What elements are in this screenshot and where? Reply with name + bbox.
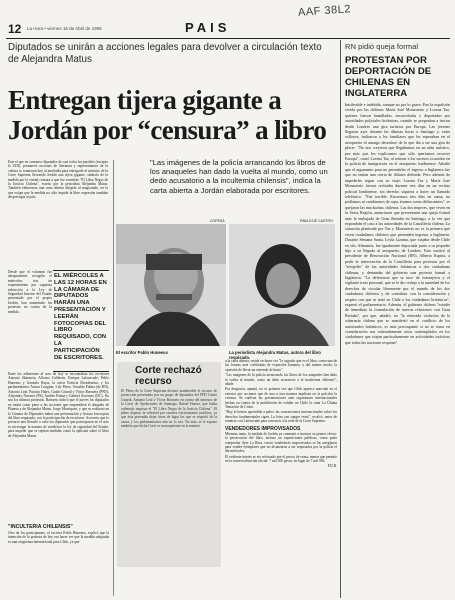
photo-huneeus	[116, 224, 226, 346]
mid-para-5: Mientras tanto, la medida de Jordán ya comenzó a mostrar su primer efecto: la persecución del libro, incluso en reparticiones públicas, como pudo comprobar Ayer La Hora, varios vendedores improvisados se las arreglaron para vender ejemplares que no alcanzaron a ser requisados por la policía el día miércoles.	[225, 431, 337, 454]
photo-left-caption: El escritor Pablo Huneeus	[116, 350, 168, 355]
portrait-graphic-2	[229, 224, 335, 346]
photo-left-credit: COPESA	[210, 219, 225, 223]
body-text-1: Este el que en consenso diputados de casi todos los partidos (excepto la UDI), promueve acciones de literatura y representantes de la cultura se reunieron hoy al mediodía para entregarle al ministro de la Corte Suprema Servando Jordán una tijera gigante, símbolo de la medida por la virtual censura a que fue sometido "El Libro Negro de la Justicia Chilena", escrito por la periodista Alejandra Matus. También elaboraron una carta abierta dirigida al magistrado, en la que exijan que la medida no sólo impide la libre expresión también desprestigia al país.	[8, 160, 108, 200]
corte-title: Corte rechazó recurso	[135, 365, 202, 387]
body-column-3	[225, 359, 337, 599]
photo-right-caption: La periodista Alejandra Matus, autora del libro requisado.	[229, 350, 321, 360]
mid-para-6: El evidente interés se vio reforzado por el precio de venta, menor que permite en la comercialización oficial: 7 mil 500 pesos, en lugar de 7 mil 900.	[225, 454, 337, 464]
signoff: F.D.R.	[327, 463, 337, 468]
right-title: PROTESTAN POR DEPORTACIÓN DE CHILENAS EN INGLATERRA	[345, 55, 432, 99]
body-column-1d	[8, 531, 109, 597]
header-rule	[6, 38, 450, 39]
body-text-4: Otro de los participantes, el escritor Pablo Huneeus, explicó que la intención de la protesta de hoy era hacer ver que la medida adoptada es una vergüenza internacional para Chile, ya que	[8, 531, 109, 544]
photo-right-credit: PABLO DE CASTRO	[300, 219, 333, 223]
mid-para-1: a la carta abierta, reside en hacer ver "lo sagrado que es el libro, como una de las formas más civilizadas de expresión humana, y del mismo modo, la opresión de llevar un estrendo de hurto".	[225, 359, 337, 372]
kicker: Diputados se unirán a acciones legales para devolver a circulación texto de Alejandra Matus	[8, 42, 322, 65]
headline	[8, 85, 328, 145]
body-column-1	[8, 160, 108, 268]
body-column-1b	[8, 270, 52, 370]
paper-date: La Hora • viernes 16 de Abril de 1999	[27, 26, 102, 31]
body-text-3: Entre los adherentes al acto de hoy se encontraban los escritores Antonio Skármeta, Alfonso Calderón, Enrique Lafourcade, Pablo Huneeus y Gonzalo Rojas, la actriz Patricia Rivadeneira, y los parlamentarios Arturo Longton, Lily Pérez, Osvaldo Palma (de RN), Antonio Leal, Patricio Hales, Guido Girardi y Víctor Barrueto (PPD), Alejandro Navarro (PS), Andrés Palma y Gabriel Ascencio (DC). No son los últimos protestas. Barrueto indicó que el jueves los diputados en unión como parte a las acciones que emprenderá el abogado de Planeta y de Alejandra Matus, Jorge Mosríquez, y que se realizará en la Cámara de Diputados habrá una presentación y lectura fotocopias del libro requisado, con la participación de escritores. Ascencio que lo privarse una llevarlo a cabo los diputados que participaron en el acto es investigar la manera de modificar la ley de seguridad del Estado, para impedir que se repitan medidas como la aplicada sobre el libro de Alejandra Matus.	[8, 372, 109, 438]
body-text-2: Desde que el volumen fue abruptamente recogido el miércoles, tras un requerimiento por supuesta infracción a la Ley de Seguridad Interior del Estado presentado por el propio Jordán, han aumentado las protestas en contra de la medida.	[8, 270, 52, 314]
corte-box	[117, 362, 221, 567]
corte-text: El Pleno de la Corte Suprema declaró inadmisible el recurso de protección presentado por un grupo de diputados del PPD Guido Girardi, Antonio Leal y Víctor Barrueto en contra del ministro de la Corte de Apelaciones de Santiago, Rafael Huerta, que había ordenado requisar el "El Libro Negro de la Justicia Chilena". El pleno dispuso la solicitud por razones estrictamente jurídicas, ya que ésta pretendía dejar fuera de lugar las que se requirió de la causa, y los parlamentarios aún no lo son. No más, se le expuso también que dicha Corte es incompetente en la materia.	[121, 389, 217, 429]
headline-line-2: Jordán por “censura” a libro	[8, 115, 327, 145]
right-body-text: Intolerable e indebida, aunque no por lo grave. Fue la expulsión vivida por las chilenas María José Monasterio y Lorena Taz, quienes fueron humilladas, encarceladas y deportadas por autoridades policiales británicas, cuando se proponían a iniciar desde Londres una gira turística por Europa. Las jóvenes llegaron ayer durante las últimas horas a Santiago y, entre sollozos, indicaron a los familiares que les esperaban en el aeropuerto el amargo desenlace de lo que iba a ser una gira de placer. "No nos creyeron que llegábamos en un afán turístico, por más que les explicamos que sólo queríamos recorrer Europa", contó Lorena Taz, al reiterar a los sucesos ocurridos en la policía de inmigración en el aeropuerto londinense. Añadió que el argumento para no permitirles el ingreso a Inglaterra fue que no tenían una cierta de dólares definida. Pero además de impedirles seguir con su viaje, Lorena Taz y María José Monasterio fueron recluidas durante tres días en un recinto policial londinense, sin derecho siquiera a hacer un llamado telefónico. "Fue terrible. Estuvimos tres días en cama, no podíamos ni cambiarnos de ropa, éramos como delincuentes", se quejaron las muchachas chilenas. Las dos mujeres, que viven en la Sexta Región, anunciaron que presentarán una queja formal ante la embajada de Gran Bretaña en Santiago, a la vez que expondrán el caso a las autoridades de la Cancillería chilena. La situación planteada por Taz y Monasterio no es la primera que viven ciudadanos chilenos que pretenden ingresar a Inglaterra. Durante Semana Santa, Leyla Lizama, que viajaba desde Chile en vilo Alemania, fue igualmente deportada junto a su pequeño hijo a su llegada al aeropuerto de Londres. Esto motivó al presidente de Renovación Nacional (RN), Alberto Espina, a pedir la intervención de la Cancillería para protestar por el "atropello" de las autoridades británicas a dos ciudadanas chilenas, y demandar del gobierno una protesta formal a Inglaterra. "La deferencia que se tuvo de extranjeros y el vigilante trato personal, que se le dio redujo a la ansiedad de los derechos de circular libremente por el mundo de los dos ciudadanos chilenos y de contribuir con la consideración y respeto con que se trató en Chile a los ciudadanos británicos", expresó el parlamentario. Además, el gobierno chileno "estudie de inmediato la formulación de nuevas relaciones con Gran Bretaña", por que, añadió, en "la reiterada violación de la soberanía chilena que se manifestó en el conflicto de los autorizados británicos, es más preocupante si no se toma en consideración nos reiteradamente actos contemplados en los ciudadanos que viajan particularmente en actividades turísticas que todas las naciones respetan".	[345, 102, 450, 345]
archive-stamp: AAF 38L2	[297, 3, 352, 19]
right-kicker: RN pidió queja formal	[345, 42, 419, 51]
section-label: PAIS	[185, 20, 231, 35]
subhead-vendedores: VENDEDORES IMPROVISADOS	[225, 425, 301, 432]
highlight-text: EL MIÉRCOLES A LAS 12 HORAS EN LA CÁMARA DE DIPUTADOS HARÁN UNA PRESENTACIÓN Y LEERÁN FOTOCOPIAS DEL LIBRO REQUISADO, CON LA PARTICIPACIÓN DE ESCRITORES.	[54, 273, 107, 361]
column-rule	[113, 160, 114, 596]
photo-matus	[229, 224, 335, 346]
pull-quote: "Las imágenes de la policía arrancando los libros de los anaqueles han dado la vuelta al mundo, como un dedo acusatorio a la incultemia chilensis", indica la carta abierta a Jordán elaborada por escritores.	[150, 158, 328, 195]
highlight-box	[53, 270, 109, 372]
body-column-1c	[8, 372, 109, 522]
mid-para-2: "Las imágenes de la policía arrancando los libros de los anaqueles han dado la vuelta al mundo, como un dedo acusatorio a la incultemia chilensis", añade.	[225, 373, 337, 387]
mid-para-3: Por desgracia, apuntó, no es primera vez que Chile aparece marcado en el exterior por acciones que de una u otra manera implican en la práctica la censura. Se vuelven las presentaciones ante organismos internacionales hechas en contra de la prohibición de exhibir en Chile la cinta La Última Tentación de Cristo.	[225, 387, 337, 410]
subhead-inculteria: "INCULTERIA CHILENSIS"	[8, 524, 73, 530]
page-number: 12	[8, 22, 22, 36]
headline-line-1: Entregan tijera gigante a	[8, 85, 282, 115]
portrait-graphic	[116, 224, 226, 346]
right-body	[345, 102, 450, 596]
mid-para-4: "Hoy lo hemos aprendido a palos: las convenciones internacionales sobre los derechos fundamentales rigen. La letra con sangre entra", recalcó, antes de reunirse con Lafourcade para concurrir a la sede de la Corte Suprema.	[225, 410, 337, 424]
right-panel-rule	[340, 40, 341, 598]
